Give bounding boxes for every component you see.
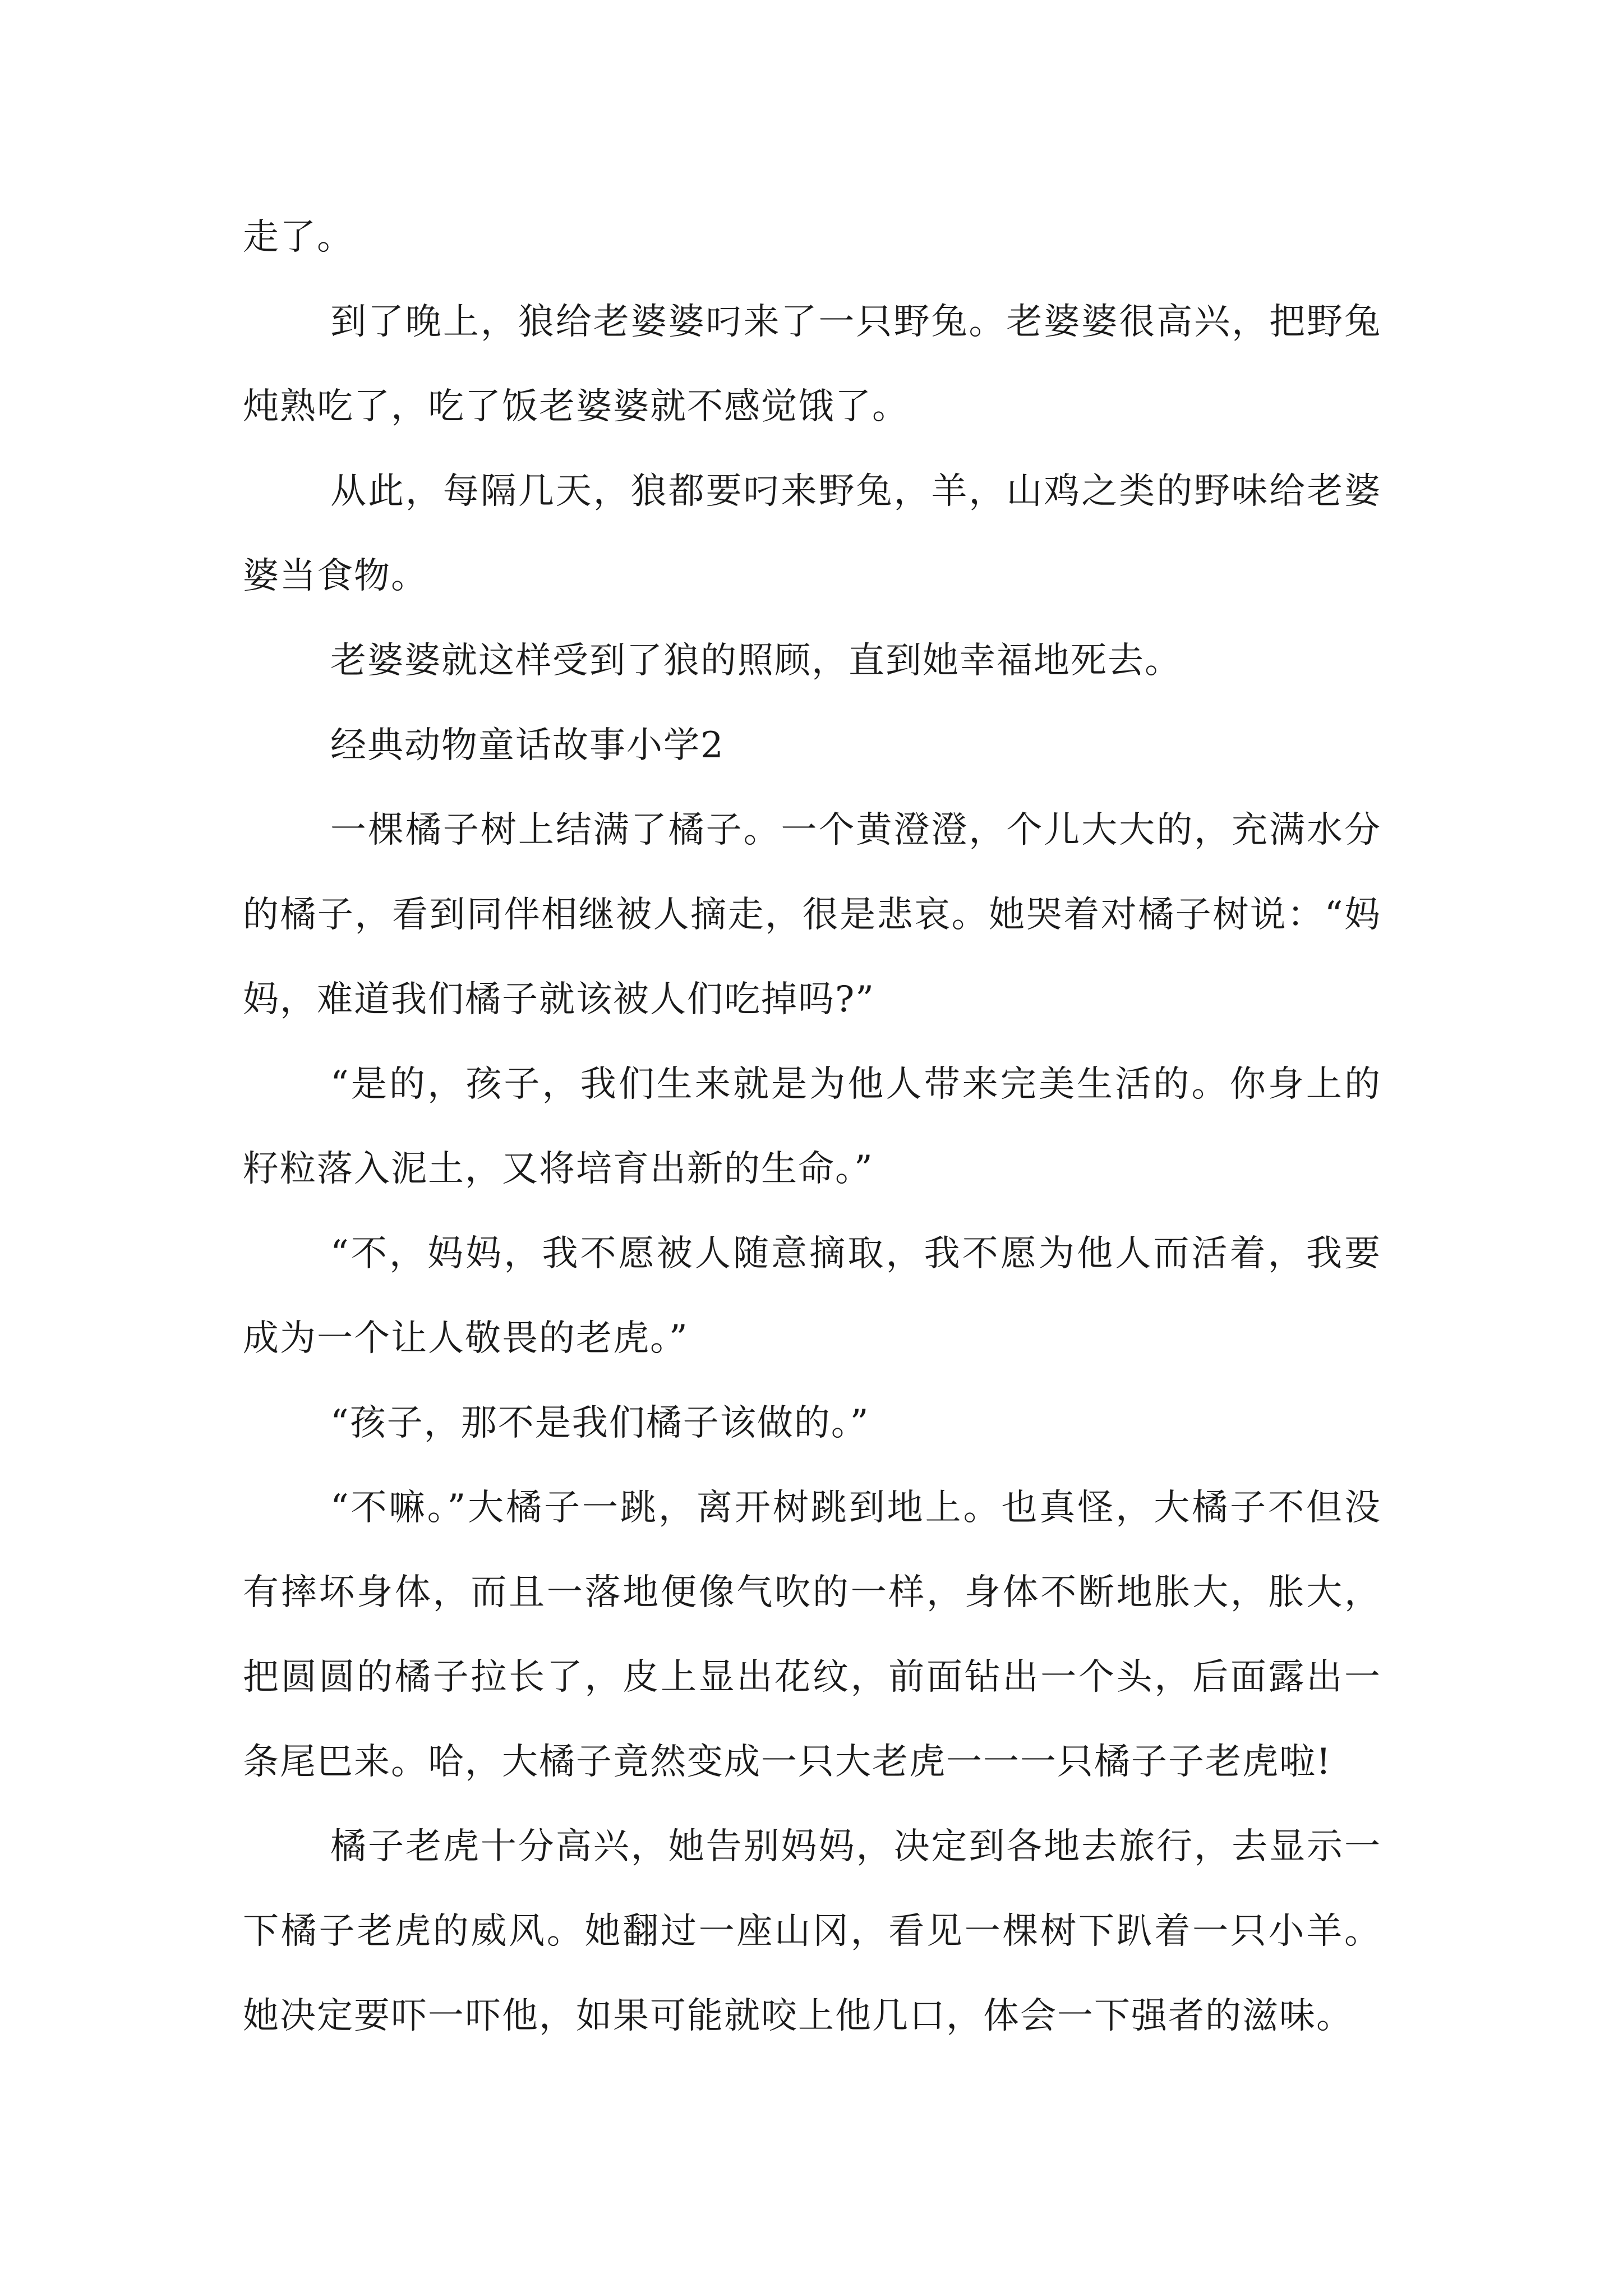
paragraph-6: “是的，孩子，我们生来就是为他人带来完美生活的。你身上的籽粒落入泥土，又将培育出新的生命。” [243, 1064, 1381, 1190]
paragraph-5: 一棵橘子树上结满了橘子。一个黄澄澄，个儿大大的，充满水分的橘子，看到同伴相继被人摘走，很是悲哀。她哭着对橘子树说：“妈妈，难道我们橘子就该被人们吃掉吗?” [243, 809, 1381, 1020]
paragraph-10: 橘子老虎十分高兴，她告别妈妈，决定到各地去旅行，去显示一下橘子老虎的威风。她翻过一座山冈，看见一棵树下趴着一只小羊。她决定要吓一吓他，如果可能就咬上他几口，体会一下强者的滋味。 [243, 1826, 1381, 2037]
paragraph-1: 走了。 [243, 217, 354, 258]
paragraph-7: “不，妈妈，我不愿被人随意摘取，我不愿为他人而活着，我要成为一个让人敬畏的老虎。” [243, 1233, 1381, 1359]
paragraph-9: “不嘛。”大橘子一跳，离开树跳到地上。也真怪，大橘子不但没有摔坏身体，而且一落地便像气吹的一样，身体不断地胀大，胀大，把圆圆的橘子拉长了，皮上显出花纹，前面钻出一个头，后面露出一条尾巴来。哈，大橘子竟然变成一只大老虎一一一只橘子子老虎啦! [243, 1487, 1381, 1783]
paragraph-3: 从此，每隔几天，狼都要叼来野兔，羊，山鸡之类的野味给老婆婆当食物。 [243, 471, 1381, 597]
section-heading: 经典动物童话故事小学2 [330, 725, 725, 766]
paragraph-4: 老婆婆就这样受到了狼的照顾，直到她幸福地死去。 [330, 640, 1182, 682]
paragraph-2: 到了晚上，狼给老婆婆叼来了一只野兔。老婆婆很高兴，把野兔炖熟吃了，吃了饭老婆婆就不感觉饿了。 [243, 301, 1381, 427]
document-body [243, 195, 1381, 2059]
paragraph-8: “孩子，那不是我们橘子该做的。” [330, 1402, 870, 1444]
